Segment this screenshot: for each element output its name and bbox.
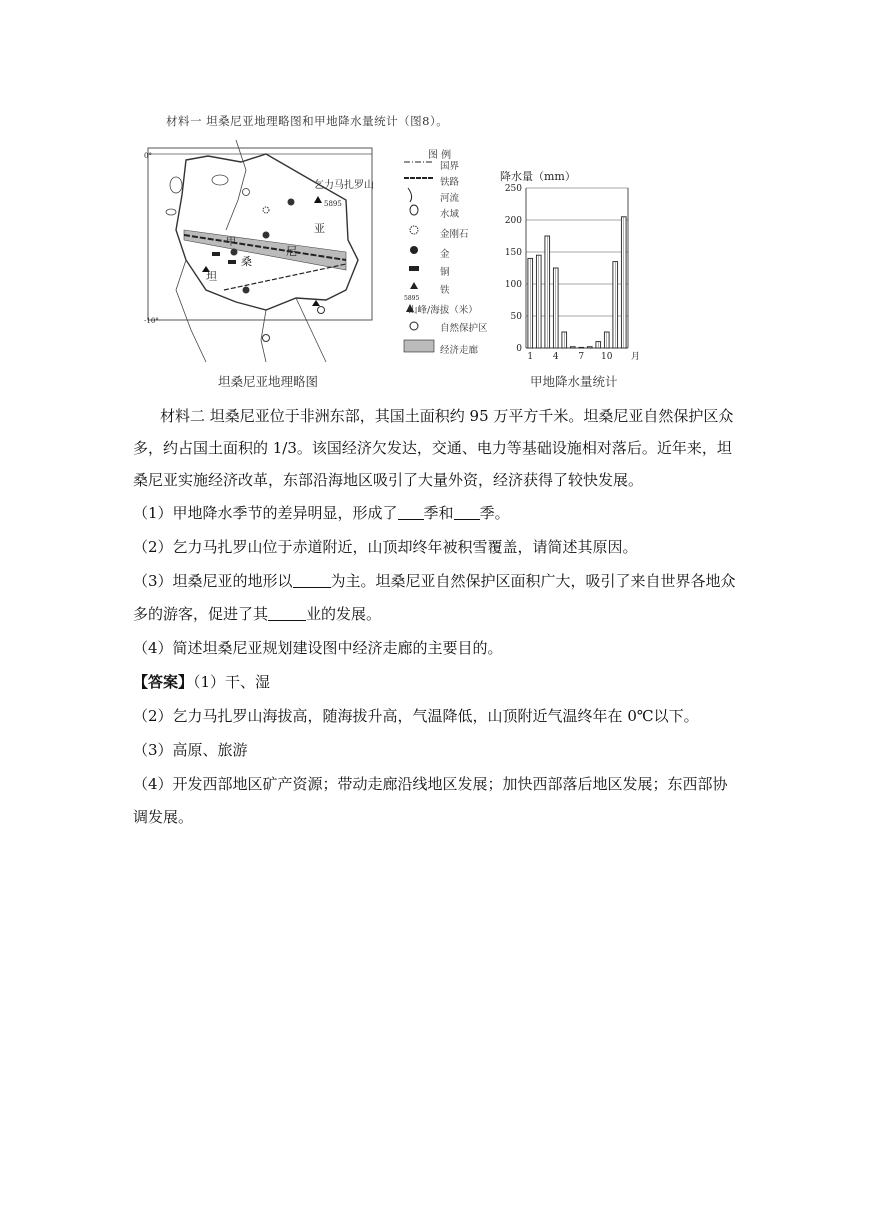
y-tick-label: 100 — [504, 280, 522, 290]
question-text: 季。 — [479, 504, 510, 522]
legend-title: 图 例 — [428, 150, 452, 161]
answer-4: （4）开发西部地区矿产资源；带动走廊沿线地区发展；加快西部落后地区发展；东西部协 — [133, 775, 728, 793]
lake — [170, 177, 182, 193]
question-text: 多的游客，促进了其 — [133, 605, 269, 623]
lake — [212, 175, 228, 185]
question-4: （4）简述坦桑尼亚规划建设图中经济走廊的主要目的。 — [133, 639, 503, 657]
legend-label: 国界 — [440, 161, 460, 172]
copper-icon — [409, 266, 419, 271]
gold-icon — [243, 189, 250, 196]
peak-value: 5895 — [404, 295, 420, 302]
answer-label: 【答案】 — [133, 673, 194, 691]
gold-icon — [263, 232, 270, 239]
water-icon — [410, 205, 418, 215]
river — [176, 260, 206, 362]
legend-label: 金刚石 — [440, 229, 469, 240]
peak-icon — [314, 196, 322, 203]
question-3-cont — [133, 603, 381, 624]
question-text: 业的发展。 — [306, 605, 382, 623]
question-text: 为主。坦桑尼亚自然保护区面积广大，吸引了来自世界各地众 — [330, 572, 736, 590]
y-tick-label: 150 — [504, 248, 522, 258]
answer-1 — [133, 671, 270, 692]
question-text: 季和 — [423, 504, 454, 522]
gold-icon — [231, 249, 238, 256]
country-char: 尼 — [286, 245, 297, 258]
reserve-icon — [318, 307, 325, 314]
y-tick-label: 0 — [516, 344, 522, 354]
question-2: （2）乞力马扎罗山位于赤道附近，山顶却终年被积雪覆盖，请简述其原因。 — [133, 538, 638, 556]
precipitation-chart — [498, 168, 648, 368]
legend-label: 经济走廊 — [440, 345, 479, 356]
material2-line: 多，约占国土面积的 1/3。该国经济欠发达，交通、电力等基础设施相对落后。近年来，坦 — [133, 439, 732, 457]
iron-icon — [410, 282, 418, 289]
legend-label: 铜 — [440, 267, 450, 278]
legend-label: 自然保护区 — [440, 323, 488, 334]
jia-label: 甲 — [226, 237, 236, 248]
answer-2: （2）乞力马扎罗山海拔高，随海拔升高，气温降低，山顶附近气温终年在 0℃以下。 — [133, 707, 699, 725]
country-char: 桑 — [241, 255, 252, 268]
map-title: 坦桑尼亚地理略图 — [218, 374, 319, 389]
material2-line: 材料二 坦桑尼亚位于非洲东部，其国土面积约 95 万平方千米。坦桑尼亚自然保护区众 — [160, 407, 734, 425]
legend-label: 金 — [440, 249, 450, 260]
y-tick-label: 50 — [510, 312, 522, 322]
question-1 — [133, 502, 510, 523]
reserve-icon — [263, 335, 270, 342]
y-tick-label: 200 — [504, 216, 522, 226]
x-tick-label: 4 — [552, 352, 559, 362]
question-text: （1）甲地降水季节的差异明显，形成了 — [133, 504, 398, 522]
diamond-icon — [410, 226, 418, 234]
answer-blank — [293, 571, 331, 588]
lat-bottom-label: -10° — [144, 317, 159, 325]
answer-blank — [268, 604, 306, 621]
x-axis-label: 月 — [631, 352, 641, 362]
iron-icon — [312, 300, 320, 306]
river — [226, 140, 246, 230]
mountain-label: 乞力马扎罗山 — [314, 180, 374, 191]
reserve-icon — [410, 322, 418, 330]
answer-3: （3）高原、旅游 — [133, 741, 248, 759]
gold-icon — [410, 246, 418, 254]
figure-caption: 材料一 坦桑尼亚地理略图和甲地降水量统计（图8）。 — [166, 114, 449, 128]
copper-icon — [228, 260, 236, 264]
river-icon — [408, 188, 412, 202]
y-axis-label: 降水量（mm） — [500, 170, 576, 183]
river — [296, 298, 326, 362]
material2-line: 桑尼亚实施经济改革，东部沿海地区吸引了大量外资，经济获得了较快发展。 — [133, 471, 644, 489]
legend-label: 河流 — [440, 193, 460, 204]
answer-4-cont: 调发展。 — [133, 808, 194, 826]
lat-top-label: 0° — [144, 152, 152, 160]
x-tick-label: 7 — [578, 352, 585, 362]
country-char: 坦 — [206, 270, 217, 283]
question-text: （3）坦桑尼亚的地形以 — [133, 572, 293, 590]
elevation-label: 5895 — [324, 200, 342, 208]
answer-blank — [454, 503, 480, 520]
lake — [166, 209, 176, 215]
legend-label: 铁 — [440, 285, 450, 296]
x-tick-label: 10 — [601, 352, 613, 362]
copper-icon — [212, 252, 220, 256]
legend-label: 铁路 — [440, 177, 460, 188]
tanzania-map — [146, 140, 376, 362]
corridor-icon — [404, 340, 434, 352]
legend-label: 水域 — [440, 209, 460, 220]
diamond-icon — [263, 207, 269, 213]
answer-blank — [398, 503, 424, 520]
legend-label: 山峰/海拔（米） — [408, 305, 478, 316]
gold-icon — [243, 287, 250, 294]
gold-icon — [288, 199, 295, 206]
answer-text: （1）干、湿 — [193, 673, 271, 691]
x-tick-label: 1 — [527, 352, 534, 362]
country-char: 亚 — [314, 222, 325, 235]
railway — [184, 235, 346, 260]
y-tick-label: 250 — [504, 184, 522, 194]
chart-title: 甲地降水量统计 — [530, 374, 618, 389]
question-3 — [133, 570, 736, 591]
